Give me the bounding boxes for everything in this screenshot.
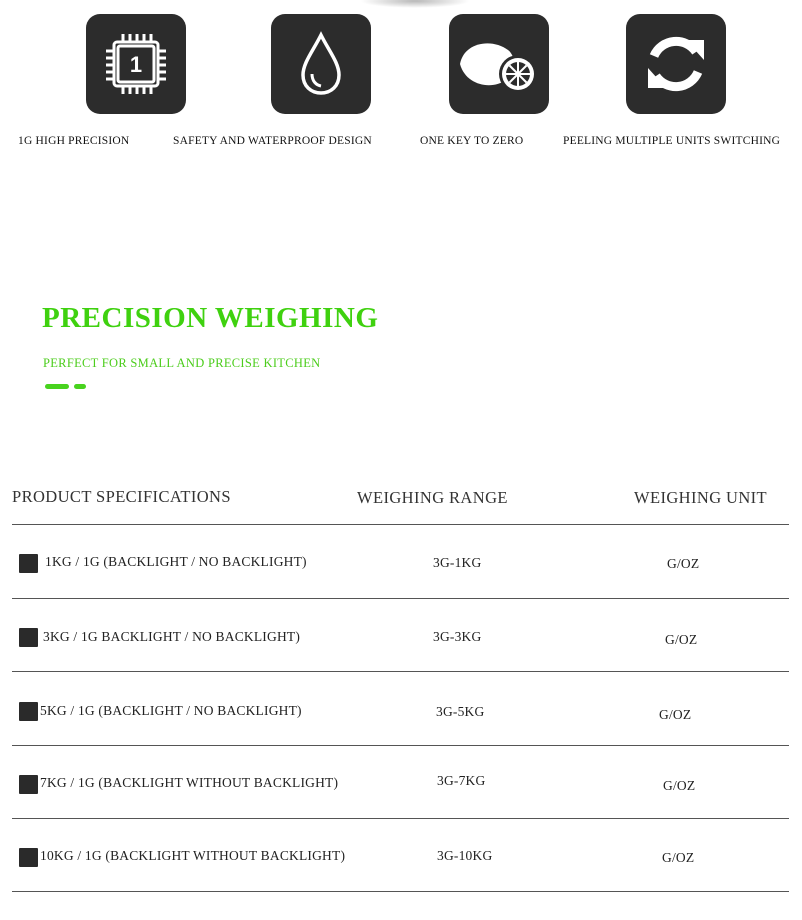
- feature-strip: [0, 0, 802, 160]
- refresh-icon: [626, 14, 726, 114]
- row-spec: 5KG / 1G (BACKLIGHT / NO BACKLIGHT): [40, 703, 302, 718]
- row-spec: 10KG / 1G (BACKLIGHT WITHOUT BACKLIGHT): [40, 848, 346, 863]
- lemon-icon: [449, 14, 549, 114]
- row-range: 3G-10KG: [437, 848, 493, 863]
- table-divider: [12, 745, 789, 746]
- row-unit: G/OZ: [667, 556, 700, 571]
- feature-label-waterproof: SAFETY AND WATERPROOF DESIGN: [173, 135, 372, 147]
- row-range: 3G-7KG: [437, 773, 486, 788]
- feature-label-zero: ONE KEY TO ZERO: [420, 135, 524, 147]
- row-range: 3G-1KG: [433, 555, 482, 570]
- row-unit: G/OZ: [663, 778, 696, 793]
- table-divider: [12, 891, 789, 892]
- row-swatch: [19, 628, 38, 647]
- row-range: 3G-5KG: [436, 704, 485, 719]
- row-spec: 3KG / 1G BACKLIGHT / NO BACKLIGHT): [43, 629, 301, 644]
- header-unit: WEIGHING UNIT: [634, 488, 768, 507]
- row-spec: 1KG / 1G (BACKLIGHT / NO BACKLIGHT): [45, 554, 307, 569]
- row-swatch: [19, 848, 38, 867]
- hero-accent-dash: [45, 384, 69, 389]
- hero-accent-dash: [74, 384, 86, 389]
- table-row: [0, 550, 802, 580]
- table-divider: [12, 598, 789, 599]
- table-divider: [12, 524, 789, 525]
- row-unit: G/OZ: [665, 632, 698, 647]
- water-drop-icon: [271, 14, 371, 114]
- row-swatch: [19, 702, 38, 721]
- row-swatch: [19, 775, 38, 794]
- chip-icon: [86, 14, 186, 114]
- row-swatch: [19, 554, 38, 573]
- row-range: 3G-3KG: [433, 629, 482, 644]
- row-unit: G/OZ: [662, 850, 695, 865]
- header-product: PRODUCT SPECIFICATIONS: [12, 487, 231, 506]
- table-row: [0, 772, 802, 802]
- table-divider: [12, 818, 789, 819]
- table-row: [0, 624, 802, 654]
- table-row: [0, 700, 802, 730]
- feature-label-precision: 1G HIGH PRECISION: [18, 135, 130, 147]
- feature-label-units: PEELING MULTIPLE UNITS SWITCHING: [563, 135, 781, 147]
- table-row: [0, 846, 802, 876]
- hero-subtitle: PERFECT FOR SMALL AND PRECISE KITCHEN: [43, 356, 321, 370]
- row-unit: G/OZ: [659, 707, 692, 722]
- row-spec: 7KG / 1G (BACKLIGHT WITHOUT BACKLIGHT): [40, 775, 339, 790]
- chip-digit: 1: [129, 52, 143, 77]
- header-range: WEIGHING RANGE: [357, 488, 508, 507]
- table-divider: [12, 671, 789, 672]
- hero-title: PRECISION WEIGHING: [42, 302, 379, 334]
